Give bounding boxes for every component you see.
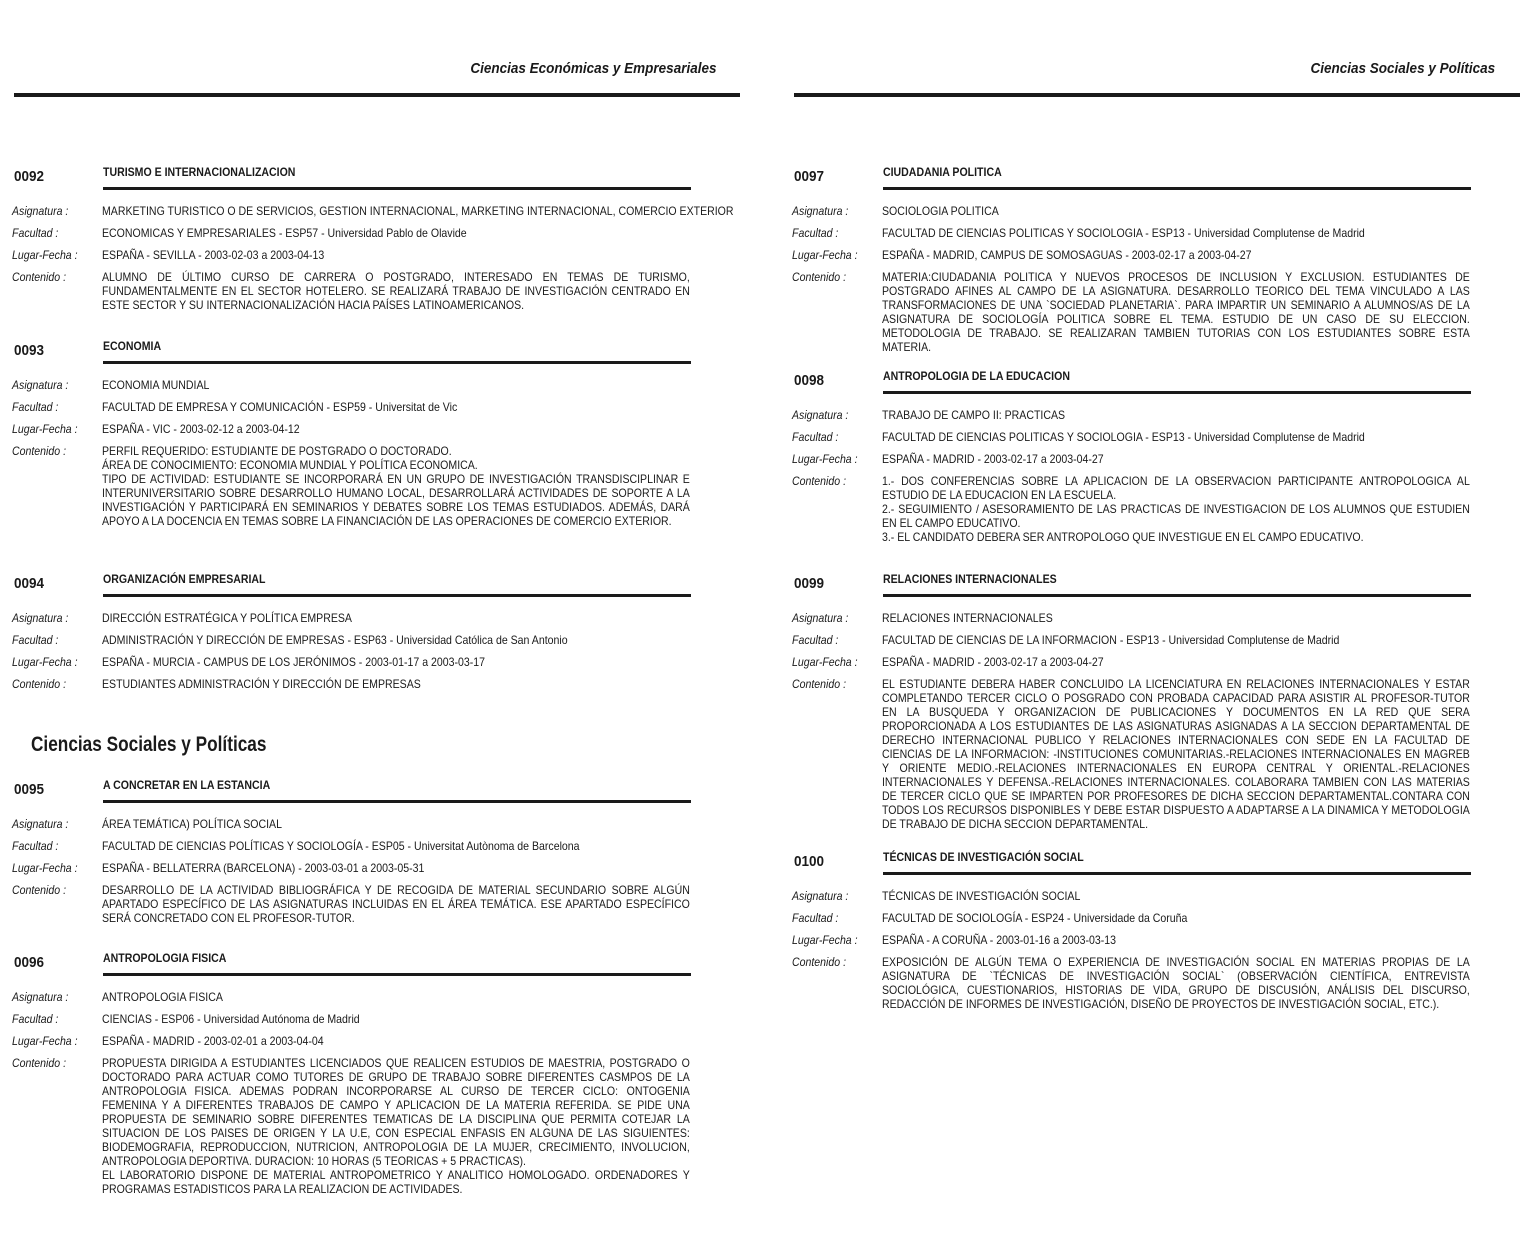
field-value: ESPAÑA - MADRID - 2003-02-17 a 2003-04-27 — [882, 655, 1104, 669]
field-label: Facultad : — [12, 226, 59, 240]
field-label: Facultad : — [792, 911, 839, 925]
entry-header — [780, 850, 1532, 881]
entry-number: 0097 — [794, 168, 825, 185]
facultad-row — [0, 400, 760, 414]
entry-header — [780, 572, 1532, 603]
entry-header — [0, 165, 760, 196]
field-label: Asignatura : — [12, 817, 69, 831]
asignatura-row — [780, 204, 1532, 218]
contenido-paragraph: EL ESTUDIANTE DEBERA HABER CONCLUIDO LA LICENCIATURA EN RELACIONES INTERNACIONALES Y ESTAR COMPLETANDO TERCER CICLO O POSGRADO CON PROBADA CAPACIDAD PARA ASISTIR AL PROFESOR-TUTOR EN LA BUSQUEDA Y ORGANIZACION DE PUBLICACIONES Y DOCUMENTOS EN LA RED QUE SERA PROPORCIONADA A LOS ESTUDIANTES DE LAS ASIGNATURAS ASIGNADAS A LA SECCION DEPARTAMENTAL DE DERECHO INTERNACIONAL PUBLICO Y RELACIONES INTERNACIONALES CON SEDE EN LA FACULTAD DE CIENCIAS DE LA INFORMACION: -INSTITUCIONES COMUNITARIAS.-RELACIONES INTERNACIONALES EN MAGREB Y ORIENTE MEDIO.-RELACIONES INTERNACIONALES EN EUROPA CENTRAL Y ORIENTAL.-RELACIONES INTERNACIONALES Y DEFENSA.-RELACIONES INTERNACIONALES. COLABORARA TAMBIEN CON LAS MATERIAS DE TERCER CICLO QUE SE IMPARTEN POR PROFESORES DE DICHA SECCION DEPARTAMENTAL.CONTARA CON TODOS LOS RECURSOS DISPONIBLES Y DEBE ESTAR DISPUESTO A ADAPTARSE A LA DINAMICA Y METODOLOGIA DE TRABAJO DE DICHA SECCION DEPARTAMENTAL. — [882, 677, 1470, 831]
field-value: ESPAÑA - MADRID - 2003-02-01 a 2003-04-04 — [102, 1034, 324, 1048]
facultad-row — [0, 226, 760, 240]
field-value: ESPAÑA - BELLATERRA (BARCELONA) - 2003-03-01 a 2003-05-31 — [102, 861, 425, 875]
contenido-row — [780, 955, 1532, 1011]
field-label: Lugar-Fecha : — [12, 861, 78, 875]
contenido-paragraph: PERFIL REQUERIDO: ESTUDIANTE DE POSTGRADO O DOCTORADO. — [102, 444, 452, 458]
contenido-text — [102, 883, 690, 925]
field-label: Facultad : — [12, 839, 59, 853]
contenido-paragraph: PROPUESTA DIRIGIDA A ESTUDIANTES LICENCIADOS QUE REALICEN ESTUDIOS DE MAESTRIA, POSTGRADO O DOCTORADO PARA ACTUAR COMO TUTORES DE GRUPO DE TRABAJO SOBRE DIFERENTES CASMPOS DE LA ANTROPOLOGIA FISICA. ADEMAS PODRAN INCORPORARSE AL CURSO DE TERCER CICLO: ONTOGENIA FEMENINA Y A DIFERENTES TRABAJOS DE CAMPO Y APLICACION DE LA MATERIA REFERIDA. SE PIDE UNA PROPUESTA DE SEMINARIO SOBRE DIFERENTES TEMATICAS DE LA DISCIPLINA QUE PERMITA COTEJAR LA SITUACION DE LOS PAISES DE ORIGEN Y LA U.E, CON ESPECIAL ENFASIS EN ALGUNA DE LAS SIGUIENTES: BIODEMOGRAFIA, REPRODUCCION, NUTRICION, ANTROPOLOGIA DE LA MUJER, CRECIMIENTO, INVOLUCION, ANTROPOLOGIA DEPORTIVA. DURACION: 10 HORAS (5 TEORICAS + 5 PRACTICAS). — [102, 1056, 690, 1168]
section-title: Ciencias Sociales y Políticas — [31, 733, 267, 756]
running-head: Ciencias Económicas y Empresariales — [469, 60, 716, 77]
asignatura-row — [780, 889, 1532, 903]
field-value: ESPAÑA - MURCIA - CAMPUS DE LOS JERÓNIMOS - 2003-01-17 a 2003-03-17 — [102, 655, 486, 669]
field-label: Asignatura : — [792, 611, 849, 625]
field-value: RELACIONES INTERNACIONALES — [882, 611, 1053, 625]
entry-title: RELACIONES INTERNACIONALES — [883, 572, 1057, 586]
entry-0099 — [780, 572, 1532, 831]
contenido-paragraph: DESARROLLO DE LA ACTIVIDAD BIBLIOGRÁFICA Y DE RECOGIDA DE MATERIAL SECUNDARIO SOBRE ALGÚN APARTADO ESPECÍFICO DE LAS ASIGNATURAS INCLUIDAS EN EL ÁREA TEMÁTICA. ESE APARTADO ESPECÍFICO SERÁ CONCRETADO CON EL PROFESOR-TUTOR. — [102, 883, 690, 925]
facultad-row — [780, 226, 1532, 240]
facultad-row — [780, 430, 1532, 444]
entry-header — [780, 165, 1532, 196]
entry-header — [0, 572, 760, 603]
field-label: Lugar-Fecha : — [12, 422, 78, 436]
field-value: ESPAÑA - VIC - 2003-02-12 a 2003-04-12 — [102, 422, 300, 436]
contenido-row — [0, 883, 760, 925]
entry-header — [0, 339, 760, 370]
contenido-text — [882, 677, 1470, 831]
field-value: CIENCIAS - ESP06 - Universidad Autónoma de Madrid — [102, 1012, 360, 1026]
field-value: FACULTAD DE CIENCIAS POLITICAS Y SOCIOLOGIA - ESP13 - Universidad Complutense de Madrid — [882, 226, 1365, 240]
lugar-fecha-row — [0, 422, 760, 436]
field-value: FACULTAD DE CIENCIAS POLÍTICAS Y SOCIOLOGÍA - ESP05 - Universitat Autònoma de Barcelona — [102, 839, 580, 853]
entry-rule — [103, 594, 691, 597]
field-label: Asignatura : — [12, 990, 69, 1004]
facultad-row — [780, 633, 1532, 647]
field-value: FACULTAD DE SOCIOLOGÍA - ESP24 - Universidade da Coruña — [882, 911, 1188, 925]
entry-rule — [103, 361, 691, 364]
field-value: SOCIOLOGIA POLITICA — [882, 204, 999, 218]
contenido-row — [780, 474, 1532, 544]
entry-title: TURISMO E INTERNACIONALIZACION — [103, 165, 296, 179]
field-label: Asignatura : — [12, 204, 69, 218]
contenido-paragraph: ALUMNO DE ÚLTIMO CURSO DE CARRERA O POSTGRADO, INTERESADO EN TEMAS DE TURISMO, FUNDAMENTALMENTE EN EL SECTOR HOTELERO. SE REALIZARÁ TRABAJO DE INVESTIGACIÓN CENTRADO EN ESTE SECTOR Y SU INTERNACIONALIZACIÓN HACIA PAÍSES LATINOAMERICANOS. — [102, 270, 690, 312]
field-label: Facultad : — [12, 633, 59, 647]
contenido-row — [0, 270, 760, 312]
field-label: Facultad : — [12, 400, 59, 414]
field-value: ANTROPOLOGIA FISICA — [102, 990, 223, 1004]
contenido-text — [882, 955, 1470, 1011]
contenido-text — [102, 444, 690, 528]
lugar-fecha-row — [780, 452, 1532, 466]
asignatura-row — [780, 611, 1532, 625]
entry-header — [780, 369, 1532, 400]
entry-0093 — [0, 339, 760, 528]
field-value: ECONOMICAS Y EMPRESARIALES - ESP57 - Universidad Pablo de Olavide — [102, 226, 467, 240]
asignatura-row — [0, 817, 760, 831]
contenido-row — [780, 270, 1532, 354]
field-label: Asignatura : — [792, 408, 849, 422]
field-label: Asignatura : — [792, 889, 849, 903]
contenido-paragraph: TIPO DE ACTIVIDAD: ESTUDIANTE SE INCORPORARÁ EN UN GRUPO DE INVESTIGACIÓN TRANSDISCIPLINAR E INTERUNIVERSITARIO SOBRE DESARROLLO HUMANO LOCAL, DESARROLLARÁ ACTIVIDADES DE SOPORTE A LA INVESTIGACIÓN Y PARTICIPARÁ EN SEMINARIOS Y DEBATES SOBRE LOS TEMAS ESTUDIADOS. ADEMÁS, DARÁ APOYO A LA DOCENCIA EN TEMAS SOBRE LA FINANCIACIÓN DE LAS OPERACIONES DE COMERCIO EXTERIOR. — [102, 472, 690, 528]
field-label: Facultad : — [792, 633, 839, 647]
lugar-fecha-row — [0, 655, 760, 669]
entry-header — [0, 951, 760, 982]
field-value: FACULTAD DE CIENCIAS DE LA INFORMACION - ESP13 - Universidad Complutense de Madrid — [882, 633, 1340, 647]
entry-rule — [883, 872, 1471, 875]
contenido-text — [102, 1056, 690, 1196]
asignatura-row — [0, 378, 760, 392]
contenido-paragraph: ÁREA DE CONOCIMIENTO: ECONOMIA MUNDIAL Y POLÍTICA ECONOMICA. — [102, 458, 478, 472]
entry-rule — [103, 973, 691, 976]
field-value: ADMINISTRACIÓN Y DIRECCIÓN DE EMPRESAS - ESP63 - Universidad Católica de San Antonio — [102, 633, 568, 647]
entry-number: 0095 — [14, 781, 45, 798]
field-value: TÉCNICAS DE INVESTIGACIÓN SOCIAL — [882, 889, 1081, 903]
entry-number: 0098 — [794, 372, 825, 389]
header-rule — [14, 93, 740, 97]
contenido-text — [882, 474, 1470, 544]
field-label: Lugar-Fecha : — [12, 655, 78, 669]
entry-number: 0093 — [14, 342, 45, 359]
contenido-text — [102, 270, 690, 312]
entry-title: ECONOMIA — [103, 339, 162, 353]
lugar-fecha-row — [0, 861, 760, 875]
field-label: Contenido : — [12, 1056, 67, 1070]
field-value: DIRECCIÓN ESTRATÉGICA Y POLÍTICA EMPRESA — [102, 611, 352, 625]
entry-number: 0099 — [794, 575, 825, 592]
entry-0100 — [780, 850, 1532, 1011]
entry-rule — [103, 187, 691, 190]
entry-title: ANTROPOLOGIA DE LA EDUCACION — [883, 369, 1070, 383]
entry-0098 — [780, 369, 1532, 544]
field-label: Lugar-Fecha : — [12, 1034, 78, 1048]
contenido-paragraph: MATERIA:CIUDADANIA POLITICA Y NUEVOS PROCESOS DE INCLUSION Y EXCLUSION. ESTUDIANTES DE POSTGRADO AFINES AL CAMPO DE LA ASIGNATURA. DESARROLLO TEORICO DEL TEMA VINCULADO A LAS TRANSFORMACIONES DE UNA `SOCIEDAD PLANETARIA`. PARA IMPARTIR UN SEMINARIO A ALUMNOS/AS DE LA ASIGNATURA DE SOCIOLOGÍA POLITICA SOBRE EL TEMA. ESTUDIO DE UN CASO DE SU ELECCION. METODOLOGIA DE TRABAJO. SE REALIZARAN TAMBIEN TUTORIAS CON LOS ESTUDIANTES SOBRE ESTA MATERIA. — [882, 270, 1470, 354]
entry-title: A CONCRETAR EN LA ESTANCIA — [103, 778, 271, 792]
field-label: Lugar-Fecha : — [792, 933, 858, 947]
field-label: Contenido : — [792, 677, 847, 691]
field-label: Lugar-Fecha : — [12, 248, 78, 262]
contenido-row — [0, 444, 760, 528]
entry-rule — [103, 800, 691, 803]
field-label: Contenido : — [12, 444, 67, 458]
contenido-paragraph: 3.- EL CANDIDATO DEBERA SER ANTROPOLOGO QUE INVESTIGUE EN EL CAMPO EDUCATIVO. — [882, 530, 1364, 544]
entry-number: 0092 — [14, 168, 45, 185]
facultad-row — [0, 1012, 760, 1026]
field-label: Facultad : — [12, 1012, 59, 1026]
field-label: Facultad : — [792, 430, 839, 444]
field-value: TRABAJO DE CAMPO II: PRACTICAS — [882, 408, 1066, 422]
entry-number: 0100 — [794, 853, 825, 870]
entry-header — [0, 778, 760, 809]
field-label: Asignatura : — [12, 611, 69, 625]
contenido-text — [102, 677, 690, 691]
header-rule — [794, 93, 1520, 97]
entry-0094 — [0, 572, 760, 691]
lugar-fecha-row — [780, 248, 1532, 262]
lugar-fecha-row — [0, 248, 760, 262]
right-page — [780, 0, 1532, 1238]
field-value: ESPAÑA - SEVILLA - 2003-02-03 a 2003-04-13 — [102, 248, 325, 262]
field-label: Asignatura : — [792, 204, 849, 218]
entry-number: 0094 — [14, 575, 45, 592]
field-label: Contenido : — [12, 677, 67, 691]
field-label: Lugar-Fecha : — [792, 248, 858, 262]
lugar-fecha-row — [780, 655, 1532, 669]
entry-title: TÉCNICAS DE INVESTIGACIÓN SOCIAL — [883, 850, 1084, 864]
field-label: Contenido : — [12, 270, 67, 284]
entry-0096 — [0, 951, 760, 1196]
field-label: Lugar-Fecha : — [792, 452, 858, 466]
facultad-row — [0, 839, 760, 853]
contenido-row — [0, 1056, 760, 1196]
asignatura-row — [0, 611, 760, 625]
asignatura-row — [780, 408, 1532, 422]
contenido-paragraph: ESTUDIANTES ADMINISTRACIÓN Y DIRECCIÓN DE EMPRESAS — [102, 677, 421, 691]
field-label: Contenido : — [792, 474, 847, 488]
contenido-paragraph: EXPOSICIÓN DE ALGÚN TEMA O EXPERIENCIA DE INVESTIGACIÓN SOCIAL EN MATERIAS PROPIAS DE LA ASIGNATURA DE `TÉCNICAS DE INVESTIGACIÓN SOCIAL` (OBSERVACIÓN CIENTÍFICA, ENTREVISTA SOCIOLÓGICA, CUESTIONARIOS, HISTORIAS DE VIDA, GRUPO DE DISCUSIÓN, ANÁLISIS DEL DISCURSO, REDACCIÓN DE INFORMES DE INVESTIGACIÓN, DISEÑO DE PROYECTOS DE INVESTIGACIÓN SOCIAL, ETC.). — [882, 955, 1470, 1011]
field-label: Asignatura : — [12, 378, 69, 392]
entry-0095 — [0, 778, 760, 925]
field-value: ESPAÑA - MADRID - 2003-02-17 a 2003-04-27 — [882, 452, 1104, 466]
entry-rule — [883, 594, 1471, 597]
entry-0097 — [780, 165, 1532, 354]
contenido-paragraph: EL LABORATORIO DISPONE DE MATERIAL ANTROPOMETRICO Y ANALITICO HOMOLOGADO. ORDENADORES Y PROGRAMAS ESTADISTICOS PARA LA REALIZACION DE ACTIVIDADES. — [102, 1168, 690, 1196]
entry-title: ANTROPOLOGIA FISICA — [103, 951, 227, 965]
field-label: Facultad : — [792, 226, 839, 240]
running-head: Ciencias Sociales y Políticas — [1310, 60, 1495, 77]
field-value: ECONOMIA MUNDIAL — [102, 378, 210, 392]
lugar-fecha-row — [0, 1034, 760, 1048]
contenido-row — [780, 677, 1532, 831]
asignatura-row — [0, 204, 760, 218]
lugar-fecha-row — [780, 933, 1532, 947]
entry-number: 0096 — [14, 954, 45, 971]
field-value: ESPAÑA - MADRID, CAMPUS DE SOMOSAGUAS - 2003-02-17 a 2003-04-27 — [882, 248, 1252, 262]
entry-title: ORGANIZACIÓN EMPRESARIAL — [103, 572, 266, 586]
facultad-row — [0, 633, 760, 647]
entry-rule — [883, 391, 1471, 394]
facultad-row — [780, 911, 1532, 925]
contenido-paragraph: 1.- DOS CONFERENCIAS SOBRE LA APLICACION DE LA OBSERVACION PARTICIPANTE ANTROPOLOGICA AL ESTUDIO DE LA EDUCACION EN LA ESCUELA. — [882, 474, 1470, 502]
field-value: ÁREA TEMÁTICA) POLÍTICA SOCIAL — [102, 817, 282, 831]
field-value: FACULTAD DE CIENCIAS POLITICAS Y SOCIOLOGIA - ESP13 - Universidad Complutense de Madrid — [882, 430, 1365, 444]
field-value: ESPAÑA - A CORUÑA - 2003-01-16 a 2003-03-13 — [882, 933, 1117, 947]
field-value: MARKETING TURISTICO O DE SERVICIOS, GESTION INTERNACIONAL, MARKETING INTERNACIONAL, COMERCIO EXTERIOR — [102, 204, 734, 218]
contenido-row — [0, 677, 760, 691]
field-value: FACULTAD DE EMPRESA Y COMUNICACIÓN - ESP59 - Universitat de Vic — [102, 400, 458, 414]
field-label: Contenido : — [12, 883, 67, 897]
entry-0092 — [0, 165, 760, 312]
entry-rule — [883, 187, 1471, 190]
field-label: Contenido : — [792, 270, 847, 284]
left-page — [0, 0, 760, 1238]
asignatura-row — [0, 990, 760, 1004]
contenido-paragraph: 2.- SEGUIMIENTO / ASESORAMIENTO DE LAS PRACTICAS DE INVESTIGACION DE LOS ALUMNOS QUE ESTUDIEN EN EL CAMPO EDUCATIVO. — [882, 502, 1470, 530]
field-label: Contenido : — [792, 955, 847, 969]
field-label: Lugar-Fecha : — [792, 655, 858, 669]
entry-title: CIUDADANIA POLITICA — [883, 165, 1002, 179]
contenido-text — [882, 270, 1470, 354]
